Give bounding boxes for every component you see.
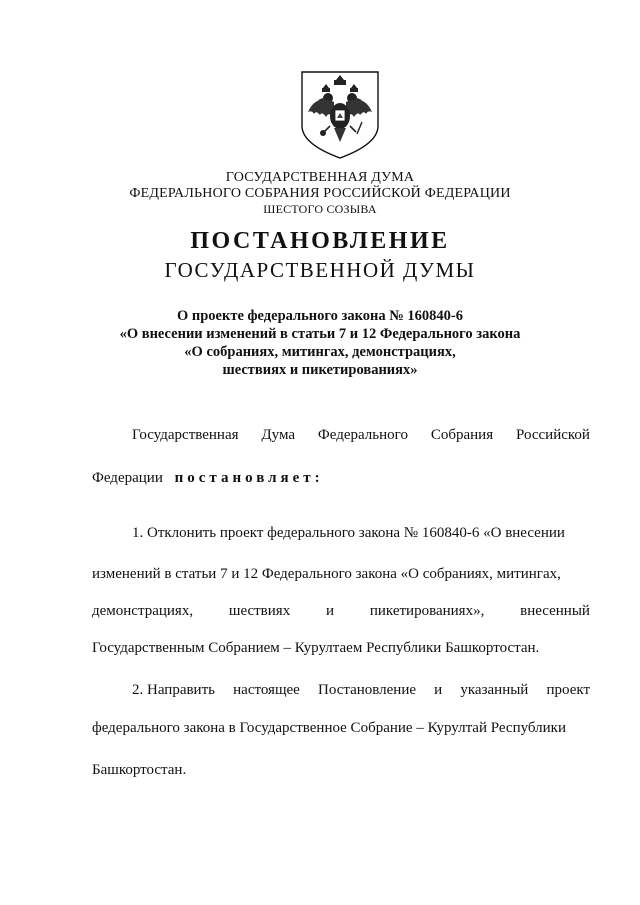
header-line-2: ФЕДЕРАЛЬНОГО СОБРАНИЯ РОССИЙСКОЙ ФЕДЕРАЦИИ xyxy=(129,186,511,201)
item2-word: проект xyxy=(546,682,590,698)
preamble-line-2 xyxy=(92,470,590,487)
document-subtitle: ГОСУДАРСТВЕННОЙ ДУМЫ xyxy=(164,258,476,282)
document-title: ПОСТАНОВЛЕНИЕ xyxy=(190,228,450,254)
subject-line-2: «О внесении изменений в статьи 7 и 12 Федерального закона xyxy=(119,326,521,342)
preamble-word: Государственная xyxy=(132,427,239,443)
item1-word: шествиях xyxy=(228,603,291,619)
item1-word: и xyxy=(326,603,335,619)
preamble-line-2-start: Федерации xyxy=(92,470,163,486)
subject-line-4: шествиях и пикетированиях» xyxy=(222,362,418,378)
item2-word: Постановление xyxy=(317,682,417,698)
item1-line-3 xyxy=(92,603,590,620)
item1-line-4: Государственным Собранием – Курултаем Республики Башкортостан. xyxy=(92,640,540,656)
header-line-3: ШЕСТОГО СОЗЫВА xyxy=(263,202,377,216)
preamble-line-1 xyxy=(132,427,590,444)
item1-word: пикетированиях», xyxy=(369,603,485,619)
item1-word: внесенный xyxy=(520,603,590,619)
item2-word: настоящее xyxy=(233,682,300,698)
subject-line-1: О проекте федерального закона № 160840-6 xyxy=(176,308,464,324)
item2-word: указанный xyxy=(460,682,529,698)
preamble-word: Собрания xyxy=(430,427,494,443)
item1-word: демонстрациях, xyxy=(92,603,194,619)
subject-line-3: «О собраниях, митингах, демонстрациях, xyxy=(184,344,456,360)
item2-word: 2. Направить xyxy=(132,682,215,698)
item2-word: и xyxy=(434,682,443,698)
item1-line-2: изменений в статьи 7 и 12 Федерального закона «О собраниях, митингах, xyxy=(92,566,561,582)
item2-line-1 xyxy=(132,682,590,699)
coat-of-arms-emblem-icon xyxy=(296,68,384,160)
item2-line-3: Башкортостан. xyxy=(92,762,187,778)
preamble-word: Российской xyxy=(516,427,590,443)
preamble-word: Дума xyxy=(261,427,296,443)
header-line-1: ГОСУДАРСТВЕННАЯ ДУМА xyxy=(225,170,415,185)
item1-line-1: 1. Отклонить проект федерального закона № 160840-6 «О внесении xyxy=(132,525,565,541)
preamble-word: Федерального xyxy=(317,427,408,443)
item2-line-2: федерального закона в Государственное Собрание – Курултай Республики xyxy=(92,720,566,736)
resolves-keyword: постановляет: xyxy=(174,470,324,486)
